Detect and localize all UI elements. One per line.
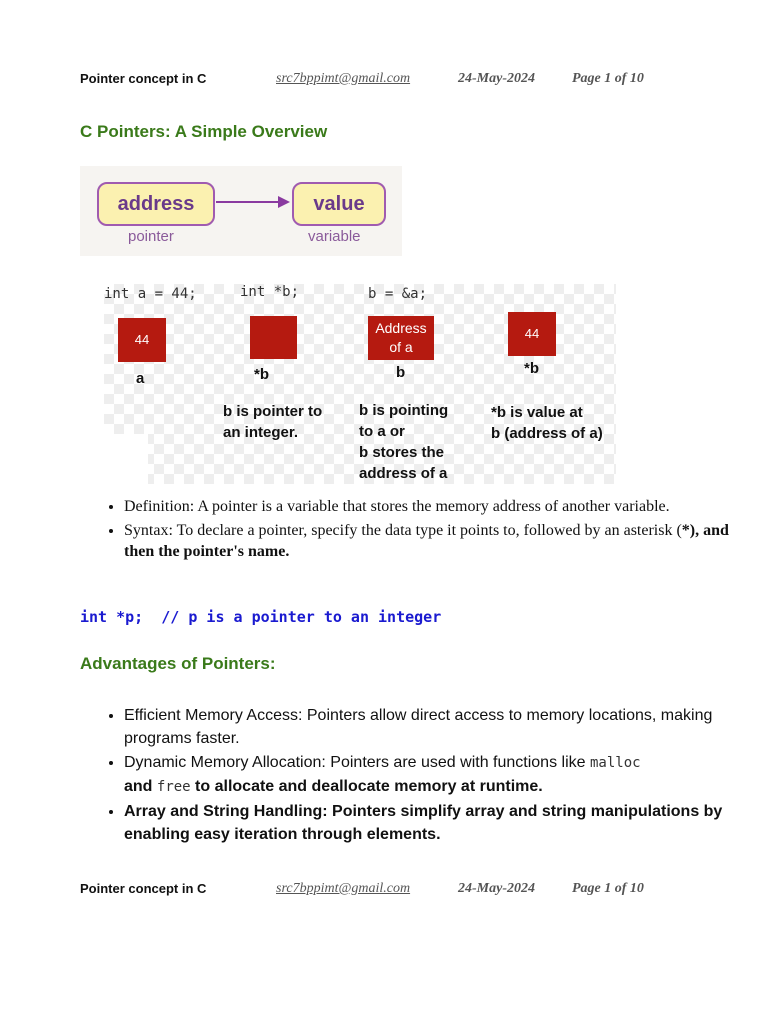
right-arrow-icon [214,192,292,212]
advantages-list [80,704,768,847]
footer-date: 24-May-2024 [458,881,535,896]
desc4-line2: b (address of a) [491,425,603,442]
code-int-a: int a = 44; [104,286,197,302]
footer-page-number: Page 1 of 10 [572,881,644,896]
advantage-dynamic-allocation [124,751,768,799]
value-box-a: 44 [118,318,166,362]
address-pill: address [97,182,215,226]
page-header [80,71,700,91]
desc3-line1: b is pointing [359,402,449,419]
header-doc-title: Pointer concept in C [80,71,207,86]
definition-list [80,496,744,565]
label-deref-b-2: *b [524,360,539,377]
pointer-caption: pointer [128,228,174,245]
advantage-3-text: Array and String Handling: Pointers simplify array and string manipulations by enabling easy iteration through elements. [124,803,723,843]
variable-caption: variable [308,228,361,245]
code-example: int *p; // p is a pointer to an integer [80,608,442,626]
desc2-line2: an integer. [223,424,299,441]
header-page-number: Page 1 of 10 [572,71,644,86]
section-title: C Pointers: A Simple Overview [80,122,328,141]
label-deref-b: *b [254,366,269,383]
advantages-title: Advantages of Pointers: [80,654,276,673]
syntax-text: Syntax: To declare a pointer, specify the data type it points to, followed by an asterisk ( [124,522,682,539]
advantage-2-prefix: Dynamic Memory Allocation: Pointers are used with functions like [124,754,590,771]
address-box-line1: Address [375,320,427,336]
desc3-line3: b stores the [359,444,445,461]
definition-item [124,496,744,517]
code-int-b: int *b; [240,284,300,300]
advantage-memory-access [124,704,768,750]
syntax-item [124,520,744,562]
header-date: 24-May-2024 [458,71,535,86]
pointer-concept-diagram [80,166,402,256]
address-box [368,316,434,360]
code-malloc: malloc [589,755,641,771]
desc-value-at-b [491,402,603,444]
code-free: free [156,779,191,795]
desc3-line2: to a or [359,423,405,440]
definition-text: Definition: A pointer is a variable that stores the memory address of another variable. [124,498,670,515]
advantage-2-suffix: to allocate and deallocate memory at runtime. [190,778,543,795]
label-a: a [136,370,145,387]
address-box-line2: of a [389,339,413,355]
desc-b-points-to-a [359,400,448,484]
blank-patch [104,434,148,484]
page-footer [80,881,700,901]
advantage-1-text: Efficient Memory Access: Pointers allow direct access to memory locations, making programs faster. [124,707,713,747]
desc-pointer-to-int [223,401,322,443]
pointer-box-b [250,316,297,359]
desc4-line1: *b is value at [491,404,583,421]
syntax-bold-text: *), and then the pointer's name. [124,522,729,560]
pointer-example-diagram [104,284,616,484]
advantage-array-handling [124,800,768,846]
advantage-2-and: and [124,778,157,795]
code-b-equals-address: b = &a; [368,286,428,302]
header-email-link[interactable]: src7bppimt@gmail.com [276,71,411,86]
value-pill: value [292,182,386,226]
footer-doc-title: Pointer concept in C [80,881,207,896]
label-b: b [396,364,406,381]
desc3-line4: address of a [359,465,448,482]
desc2-line1: b is pointer to [223,403,323,420]
footer-email-link[interactable]: src7bppimt@gmail.com [276,881,411,896]
deref-box: 44 [508,312,556,356]
